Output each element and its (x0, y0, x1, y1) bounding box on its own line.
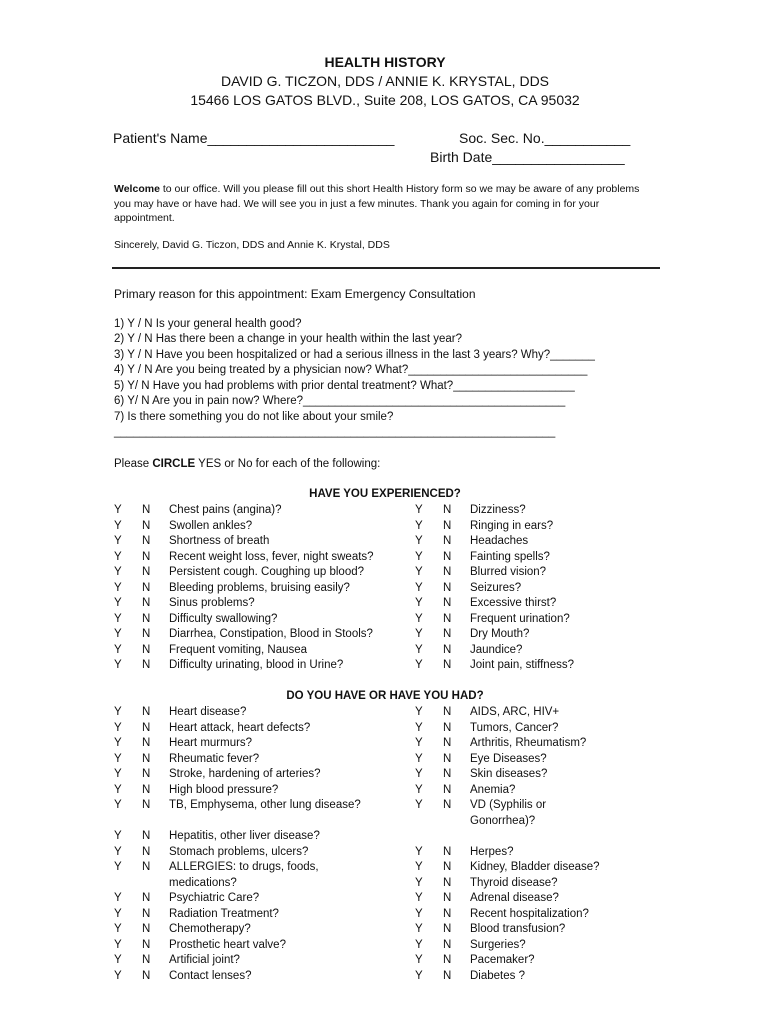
condition-label: Psychiatric Care? (169, 892, 260, 904)
yes-option[interactable]: Y (114, 659, 122, 671)
no-option[interactable]: N (142, 845, 151, 858)
condition-label: Pacemaker? (470, 954, 535, 966)
condition-label: Recent weight loss, fever, night sweats? (169, 550, 374, 563)
primary-reason[interactable]: Primary reason for this appointment: Exam Emergency Consultation (114, 287, 476, 301)
condition-label: medications? (169, 876, 237, 889)
condition-label: Blood transfusion? (470, 923, 566, 935)
yes-option[interactable]: Y (415, 969, 423, 982)
condition-label: Stomach problems, ulcers? (169, 845, 309, 858)
no-option[interactable]: N (142, 969, 151, 982)
yes-option[interactable]: Y (415, 783, 423, 796)
yes-option[interactable]: Y (114, 721, 122, 734)
yes-option[interactable]: Y (114, 597, 122, 609)
no-option[interactable]: N (142, 504, 151, 516)
yes-option[interactable]: Y (114, 706, 122, 718)
condition-label: Skin diseases? (470, 768, 548, 780)
yes-option[interactable]: Y (415, 768, 423, 780)
question-3[interactable]: 3) Y / N Have you been hospitalized or had a serious illness in the last 3 years? Why?_______ (114, 349, 595, 361)
no-option[interactable]: N (443, 597, 452, 609)
no-option[interactable]: N (443, 969, 452, 982)
signoff: Sincerely, David G. Ticzon, DDS and Annie K. Krystal, DDS (114, 239, 390, 251)
question-1[interactable]: 1) Y / N Is your general health good? (114, 318, 302, 330)
yes-option[interactable]: Y (415, 845, 423, 858)
address-line: 15466 LOS GATOS BLVD., Suite 208, LOS GATOS, CA 95032 (190, 92, 580, 108)
condition-label: Headaches (470, 535, 529, 547)
condition-label: Gonorrhea)? (470, 814, 536, 827)
condition-label: Radiation Treatment? (169, 907, 279, 920)
no-option[interactable]: N (443, 892, 452, 904)
yes-option[interactable]: Y (114, 581, 122, 594)
no-option[interactable]: N (443, 504, 452, 516)
condition-label: Diarrhea, Constipation, Blood in Stools? (169, 628, 373, 640)
divider (112, 267, 660, 269)
condition-label: Adrenal disease? (470, 892, 559, 904)
condition-label: Heart disease? (169, 706, 247, 718)
yes-option[interactable]: Y (415, 954, 423, 966)
no-option[interactable]: N (142, 643, 151, 656)
yes-option[interactable]: Y (415, 535, 423, 547)
no-option[interactable]: N (142, 581, 151, 594)
yes-option[interactable]: Y (415, 799, 423, 811)
yes-option[interactable]: Y (114, 783, 122, 796)
no-option[interactable]: N (142, 612, 151, 625)
no-option[interactable]: N (443, 659, 452, 671)
yes-option[interactable]: Y (114, 861, 122, 873)
no-option[interactable]: N (443, 643, 452, 656)
no-option[interactable]: N (443, 861, 452, 873)
yes-option[interactable]: Y (415, 876, 423, 889)
yes-option[interactable]: Y (415, 504, 423, 516)
no-option[interactable]: N (443, 752, 452, 765)
no-option[interactable]: N (443, 938, 452, 951)
no-option[interactable]: N (142, 892, 151, 904)
no-option[interactable]: N (142, 519, 151, 532)
yes-option[interactable]: Y (114, 907, 122, 920)
condition-label: Anemia? (470, 783, 516, 796)
condition-label: Kidney, Bladder disease? (470, 861, 600, 873)
question-7[interactable]: 7) Is there something you do not like about your smile? (114, 411, 394, 423)
condition-label: Difficulty swallowing? (169, 612, 278, 625)
condition-label: High blood pressure? (169, 783, 279, 796)
condition-label: Prosthetic heart valve? (169, 938, 286, 951)
no-option[interactable]: N (142, 861, 151, 873)
yes-option[interactable]: Y (114, 752, 122, 765)
no-option[interactable]: N (142, 550, 151, 563)
no-option[interactable]: N (443, 628, 452, 640)
yes-option[interactable]: Y (415, 519, 423, 532)
yes-option[interactable]: Y (114, 768, 122, 780)
condition-label: Fainting spells? (470, 550, 550, 563)
condition-label: TB, Emphysema, other lung disease? (169, 799, 361, 811)
patient-name-field[interactable]: Patient's Name________________________ (113, 130, 395, 146)
yes-option[interactable]: Y (114, 628, 122, 640)
yes-option[interactable]: Y (114, 535, 122, 547)
no-option[interactable]: N (142, 597, 151, 609)
no-option[interactable]: N (443, 566, 452, 578)
condition-label: Swollen ankles? (169, 519, 253, 532)
condition-label: AIDS, ARC, HIV+ (470, 706, 560, 718)
no-option[interactable]: N (142, 954, 151, 966)
no-option[interactable]: N (443, 907, 452, 920)
yes-option[interactable]: Y (415, 907, 423, 920)
no-option[interactable]: N (443, 799, 452, 811)
condition-label: Frequent urination? (470, 612, 570, 625)
condition-label: Sinus problems? (169, 597, 255, 609)
condition-label: ALLERGIES: to drugs, foods, (169, 861, 319, 873)
no-option[interactable]: N (443, 581, 452, 594)
yes-option[interactable]: Y (415, 752, 423, 765)
condition-label: Thyroid disease? (470, 876, 558, 889)
no-option[interactable]: N (443, 737, 452, 749)
yes-option[interactable]: Y (415, 597, 423, 609)
condition-label: Difficulty urinating, blood in Urine? (169, 659, 344, 671)
form-title: HEALTH HISTORY (324, 54, 446, 70)
question-7-answer-line[interactable]: _____________________________________________________________________ (114, 426, 556, 438)
condition-label: Bleeding problems, bruising easily? (169, 581, 350, 594)
question-2[interactable]: 2) Y / N Has there been a change in your health within the last year? (114, 333, 462, 345)
yes-option[interactable]: Y (114, 799, 122, 811)
condition-label: Persistent cough. Coughing up blood? (169, 566, 365, 578)
condition-label: Hepatitis, other liver disease? (169, 830, 320, 842)
no-option[interactable]: N (443, 954, 452, 966)
condition-label: Blurred vision? (470, 566, 547, 578)
yes-option[interactable]: Y (114, 830, 122, 842)
condition-label: Surgeries? (470, 938, 526, 951)
yes-option[interactable]: Y (114, 969, 122, 982)
yes-option[interactable]: Y (415, 550, 423, 563)
welcome-text: to our office. Will you please fill out this short Health History form so we may be aware of any problems you may have or have had. We will see you in just a few minutes. Thank you again for coming in for your appointment. (114, 183, 640, 224)
no-option[interactable]: N (443, 721, 452, 734)
yes-option[interactable]: Y (415, 861, 423, 873)
yes-option[interactable]: Y (415, 721, 423, 734)
condition-label: Contact lenses? (169, 969, 252, 982)
no-option[interactable]: N (443, 845, 452, 858)
condition-label: Joint pain, stiffness? (470, 659, 574, 671)
no-option[interactable]: N (142, 535, 151, 547)
yes-option[interactable]: Y (114, 892, 122, 904)
condition-label: Herpes? (470, 845, 514, 858)
birth-date-field[interactable]: Birth Date_________________ (430, 149, 625, 165)
intro-paragraph (114, 182, 654, 226)
no-option[interactable]: N (443, 519, 452, 532)
no-option[interactable]: N (142, 938, 151, 951)
condition-label: Tumors, Cancer? (470, 721, 559, 734)
welcome-word: Welcome (114, 183, 160, 195)
condition-label: Arthritis, Rheumatism? (470, 737, 587, 749)
condition-label: Eye Diseases? (470, 752, 547, 765)
condition-label: Stroke, hardening of arteries? (169, 768, 321, 780)
no-option[interactable]: N (443, 923, 452, 935)
yes-option[interactable]: Y (114, 845, 122, 858)
no-option[interactable]: N (443, 768, 452, 780)
yes-option[interactable]: Y (415, 612, 423, 625)
yes-option[interactable]: Y (114, 519, 122, 532)
yes-option[interactable]: Y (415, 923, 423, 935)
yes-option[interactable]: Y (114, 643, 122, 656)
question-6[interactable]: 6) Y/ N Are you in pain now? Where?_________________________________________ (114, 395, 566, 407)
yes-option[interactable]: Y (415, 628, 423, 640)
yes-option[interactable]: Y (114, 504, 122, 516)
yes-option[interactable]: Y (415, 643, 423, 656)
no-option[interactable]: N (443, 876, 452, 889)
no-option[interactable]: N (142, 737, 151, 749)
condition-label: Frequent vomiting, Nausea (169, 643, 308, 656)
no-option[interactable]: N (142, 799, 151, 811)
yes-option[interactable]: Y (415, 581, 423, 594)
no-option[interactable]: N (142, 721, 151, 734)
no-option[interactable]: N (142, 768, 151, 780)
no-option[interactable]: N (443, 535, 452, 547)
condition-label: Recent hospitalization? (470, 907, 589, 920)
yes-option[interactable]: Y (415, 892, 423, 904)
yes-option[interactable]: Y (114, 938, 122, 951)
no-option[interactable]: N (443, 550, 452, 563)
doctors-line: DAVID G. TICZON, DDS / ANNIE K. KRYSTAL, DDS (220, 73, 550, 89)
condition-label: Dry Mouth? (470, 628, 530, 640)
condition-label: Dizziness? (470, 504, 526, 516)
ssn-field[interactable]: Soc. Sec. No.___________ (459, 130, 631, 146)
condition-label: Excessive thirst? (470, 597, 557, 609)
no-option[interactable]: N (443, 612, 452, 625)
no-option[interactable]: N (142, 706, 151, 718)
no-option[interactable]: N (142, 628, 151, 640)
condition-label: Chest pains (angina)? (169, 504, 282, 516)
condition-label: Diabetes ? (470, 969, 525, 982)
condition-label: Jaundice? (470, 643, 523, 656)
question-5[interactable]: 5) Y/ N Have you had problems with prior dental treatment? What?___________________ (114, 380, 575, 392)
yes-option[interactable]: Y (415, 737, 423, 749)
condition-label: VD (Syphilis or (470, 799, 547, 811)
yes-option[interactable]: Y (114, 612, 122, 625)
condition-label: Heart attack, heart defects? (169, 721, 311, 734)
condition-label: Ringing in ears? (470, 519, 554, 532)
circle-instruction: Please CIRCLE YES or No for each of the following: (114, 458, 381, 470)
no-option[interactable]: N (142, 752, 151, 765)
yes-option[interactable]: Y (415, 566, 423, 578)
condition-label: Seizures? (470, 581, 522, 594)
no-option[interactable]: N (142, 907, 151, 920)
yes-option[interactable]: Y (114, 954, 122, 966)
yes-option[interactable]: Y (114, 923, 122, 935)
yes-option[interactable]: Y (415, 706, 423, 718)
condition-label: Chemotherapy? (169, 923, 251, 935)
yes-option[interactable]: Y (415, 659, 423, 671)
yes-option[interactable]: Y (114, 550, 122, 563)
yes-option[interactable]: Y (114, 566, 122, 578)
section2-title: DO YOU HAVE OR HAVE YOU HAD? (286, 690, 484, 702)
condition-label: Artificial joint? (169, 954, 240, 966)
no-option[interactable]: N (142, 566, 151, 578)
no-option[interactable]: N (443, 783, 452, 796)
yes-option[interactable]: Y (415, 938, 423, 951)
no-option[interactable]: N (142, 783, 151, 796)
condition-label: Shortness of breath (169, 535, 270, 547)
condition-label: Rheumatic fever? (169, 752, 260, 765)
section1-title: HAVE YOU EXPERIENCED? (309, 488, 461, 500)
no-option[interactable]: N (142, 659, 151, 671)
yes-option[interactable]: Y (114, 737, 122, 749)
condition-label: Heart murmurs? (169, 737, 253, 749)
question-4[interactable]: 4) Y / N Are you being treated by a physician now? What?____________________________ (114, 364, 588, 376)
no-option[interactable]: N (142, 830, 151, 842)
no-option[interactable]: N (443, 706, 452, 718)
no-option[interactable]: N (142, 923, 151, 935)
